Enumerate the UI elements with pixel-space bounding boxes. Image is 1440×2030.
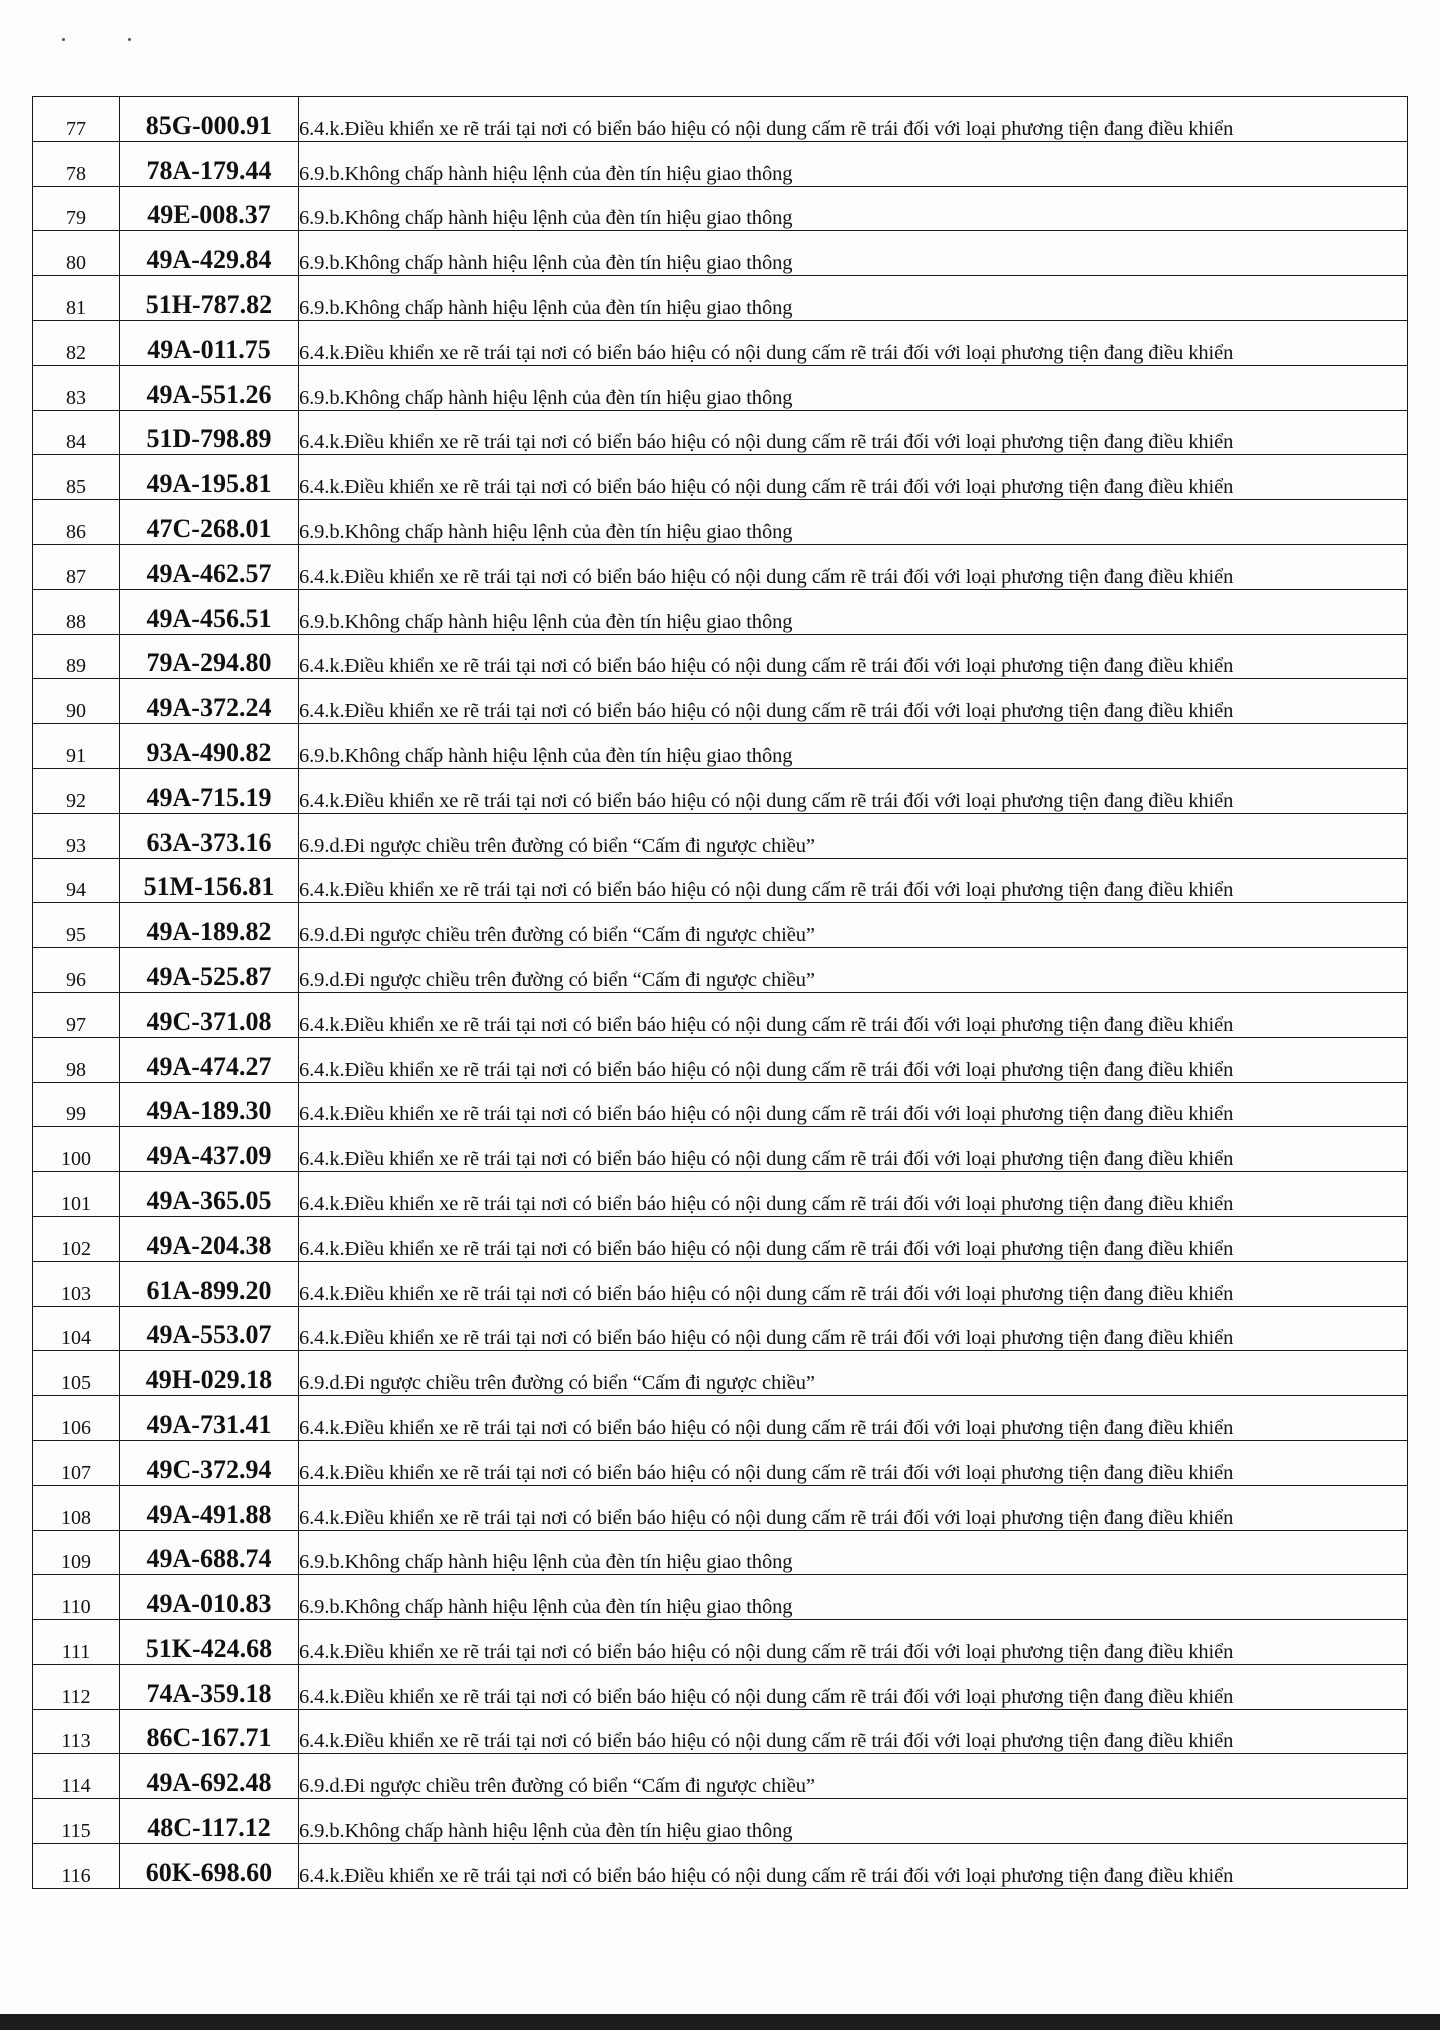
violation-description-cell: 6.4.k.Điều khiển xe rẽ trái tại nơi có biển báo hiệu có nội dung cấm rẽ trái đối với loại phương tiện đang điều khiển <box>299 1306 1408 1351</box>
license-plate-cell: 49A-010.83 <box>120 1575 299 1620</box>
table-row <box>33 1172 1408 1217</box>
table-row <box>33 679 1408 724</box>
violation-description-cell: 6.4.k.Điều khiển xe rẽ trái tại nơi có biển báo hiệu có nội dung cấm rẽ trái đối với loại phương tiện đang điều khiển <box>299 992 1408 1037</box>
violation-description-cell: 6.4.k.Điều khiển xe rẽ trái tại nơi có biển báo hiệu có nội dung cấm rẽ trái đối với loại phương tiện đang điều khiển <box>299 544 1408 589</box>
row-number-cell: 103 <box>33 1261 120 1306</box>
table-row <box>33 1127 1408 1172</box>
row-number-cell: 78 <box>33 141 120 186</box>
license-plate-cell: 49E-008.37 <box>120 186 299 231</box>
violation-description-cell: 6.9.b.Không chấp hành hiệu lệnh của đèn tín hiệu giao thông <box>299 589 1408 634</box>
violation-description-cell: 6.9.d.Đi ngược chiều trên đường có biển “Cấm đi ngược chiều” <box>299 903 1408 948</box>
violation-description-cell: 6.4.k.Điều khiển xe rẽ trái tại nơi có biển báo hiệu có nội dung cấm rẽ trái đối với loại phương tiện đang điều khiển <box>299 1082 1408 1127</box>
violation-description-cell: 6.4.k.Điều khiển xe rẽ trái tại nơi có biển báo hiệu có nội dung cấm rẽ trái đối với loại phương tiện đang điều khiển <box>299 320 1408 365</box>
violation-description-cell: 6.9.b.Không chấp hành hiệu lệnh của đèn tín hiệu giao thông <box>299 1575 1408 1620</box>
violation-description-cell: 6.4.k.Điều khiển xe rẽ trái tại nơi có biển báo hiệu có nội dung cấm rẽ trái đối với loại phương tiện đang điều khiển <box>299 858 1408 903</box>
row-number-cell: 89 <box>33 634 120 679</box>
table-row <box>33 186 1408 231</box>
license-plate-cell: 60K-698.60 <box>120 1844 299 1889</box>
table-row <box>33 813 1408 858</box>
table-row <box>33 1306 1408 1351</box>
violation-description-cell: 6.9.b.Không chấp hành hiệu lệnh của đèn tín hiệu giao thông <box>299 724 1408 769</box>
row-number-cell: 82 <box>33 320 120 365</box>
row-number-cell: 85 <box>33 455 120 500</box>
row-number-cell: 96 <box>33 948 120 993</box>
violation-description-cell: 6.4.k.Điều khiển xe rẽ trái tại nơi có biển báo hiệu có nội dung cấm rẽ trái đối với loại phương tiện đang điều khiển <box>299 768 1408 813</box>
violation-description-cell: 6.9.d.Đi ngược chiều trên đường có biển “Cấm đi ngược chiều” <box>299 813 1408 858</box>
license-plate-cell: 49A-011.75 <box>120 320 299 365</box>
license-plate-cell: 61A-899.20 <box>120 1261 299 1306</box>
row-number-cell: 93 <box>33 813 120 858</box>
license-plate-cell: 49A-715.19 <box>120 768 299 813</box>
license-plate-cell: 49A-551.26 <box>120 365 299 410</box>
license-plate-cell: 49A-204.38 <box>120 1216 299 1261</box>
license-plate-cell: 74A-359.18 <box>120 1664 299 1709</box>
table-row <box>33 634 1408 679</box>
violation-description-cell: 6.4.k.Điều khiển xe rẽ trái tại nơi có biển báo hiệu có nội dung cấm rẽ trái đối với loại phương tiện đang điều khiển <box>299 97 1408 142</box>
violation-description-cell: 6.4.k.Điều khiển xe rẽ trái tại nơi có biển báo hiệu có nội dung cấm rẽ trái đối với loại phương tiện đang điều khiển <box>299 1664 1408 1709</box>
table-row <box>33 1261 1408 1306</box>
table-row <box>33 1037 1408 1082</box>
violation-description-cell: 6.9.b.Không chấp hành hiệu lệnh của đèn tín hiệu giao thông <box>299 231 1408 276</box>
row-number-cell: 79 <box>33 186 120 231</box>
row-number-cell: 77 <box>33 97 120 142</box>
license-plate-cell: 86C-167.71 <box>120 1709 299 1754</box>
violation-description-cell: 6.4.k.Điều khiển xe rẽ trái tại nơi có biển báo hiệu có nội dung cấm rẽ trái đối với loại phương tiện đang điều khiển <box>299 679 1408 724</box>
table-row <box>33 410 1408 455</box>
violation-description-cell: 6.4.k.Điều khiển xe rẽ trái tại nơi có biển báo hiệu có nội dung cấm rẽ trái đối với loại phương tiện đang điều khiển <box>299 1396 1408 1441</box>
violation-description-cell: 6.4.k.Điều khiển xe rẽ trái tại nơi có biển báo hiệu có nội dung cấm rẽ trái đối với loại phương tiện đang điều khiển <box>299 1709 1408 1754</box>
violation-description-cell: 6.9.b.Không chấp hành hiệu lệnh của đèn tín hiệu giao thông <box>299 186 1408 231</box>
license-plate-cell: 49A-688.74 <box>120 1530 299 1575</box>
violation-description-cell: 6.9.b.Không chấp hành hiệu lệnh của đèn tín hiệu giao thông <box>299 141 1408 186</box>
license-plate-cell: 49A-692.48 <box>120 1754 299 1799</box>
row-number-cell: 111 <box>33 1620 120 1665</box>
table-row <box>33 1620 1408 1665</box>
row-number-cell: 112 <box>33 1664 120 1709</box>
license-plate-cell: 49A-372.24 <box>120 679 299 724</box>
license-plate-cell: 49A-189.30 <box>120 1082 299 1127</box>
violations-table-body <box>33 97 1408 1889</box>
row-number-cell: 105 <box>33 1351 120 1396</box>
row-number-cell: 98 <box>33 1037 120 1082</box>
scan-bottom-edge <box>0 2014 1440 2030</box>
table-row <box>33 1754 1408 1799</box>
license-plate-cell: 49H-029.18 <box>120 1351 299 1396</box>
table-row <box>33 948 1408 993</box>
violation-description-cell: 6.4.k.Điều khiển xe rẽ trái tại nơi có biển báo hiệu có nội dung cấm rẽ trái đối với loại phương tiện đang điều khiển <box>299 1485 1408 1530</box>
table-row <box>33 1664 1408 1709</box>
row-number-cell: 116 <box>33 1844 120 1889</box>
row-number-cell: 80 <box>33 231 120 276</box>
license-plate-cell: 51M-156.81 <box>120 858 299 903</box>
license-plate-cell: 49A-474.27 <box>120 1037 299 1082</box>
license-plate-cell: 47C-268.01 <box>120 500 299 545</box>
row-number-cell: 110 <box>33 1575 120 1620</box>
table-row <box>33 858 1408 903</box>
table-row <box>33 1709 1408 1754</box>
row-number-cell: 100 <box>33 1127 120 1172</box>
violation-description-cell: 6.9.d.Đi ngược chiều trên đường có biển “Cấm đi ngược chiều” <box>299 1351 1408 1396</box>
table-row <box>33 1216 1408 1261</box>
violation-description-cell: 6.4.k.Điều khiển xe rẽ trái tại nơi có biển báo hiệu có nội dung cấm rẽ trái đối với loại phương tiện đang điều khiển <box>299 1440 1408 1485</box>
table-row <box>33 276 1408 321</box>
row-number-cell: 99 <box>33 1082 120 1127</box>
table-row <box>33 365 1408 410</box>
license-plate-cell: 49A-553.07 <box>120 1306 299 1351</box>
row-number-cell: 83 <box>33 365 120 410</box>
license-plate-cell: 49A-731.41 <box>120 1396 299 1441</box>
license-plate-cell: 49A-365.05 <box>120 1172 299 1217</box>
row-number-cell: 108 <box>33 1485 120 1530</box>
table-row <box>33 544 1408 589</box>
license-plate-cell: 85G-000.91 <box>120 97 299 142</box>
license-plate-cell: 49A-195.81 <box>120 455 299 500</box>
violation-description-cell: 6.4.k.Điều khiển xe rẽ trái tại nơi có biển báo hiệu có nội dung cấm rẽ trái đối với loại phương tiện đang điều khiển <box>299 1127 1408 1172</box>
table-row <box>33 1799 1408 1844</box>
row-number-cell: 106 <box>33 1396 120 1441</box>
license-plate-cell: 51K-424.68 <box>120 1620 299 1665</box>
violation-description-cell: 6.9.b.Không chấp hành hiệu lệnh của đèn tín hiệu giao thông <box>299 1530 1408 1575</box>
table-row <box>33 589 1408 634</box>
table-row <box>33 1844 1408 1889</box>
row-number-cell: 88 <box>33 589 120 634</box>
table-row <box>33 1351 1408 1396</box>
row-number-cell: 101 <box>33 1172 120 1217</box>
table-row <box>33 1082 1408 1127</box>
violation-description-cell: 6.4.k.Điều khiển xe rẽ trái tại nơi có biển báo hiệu có nội dung cấm rẽ trái đối với loại phương tiện đang điều khiển <box>299 455 1408 500</box>
license-plate-cell: 49A-525.87 <box>120 948 299 993</box>
row-number-cell: 91 <box>33 724 120 769</box>
scan-speck <box>62 38 65 41</box>
violation-description-cell: 6.9.b.Không chấp hành hiệu lệnh của đèn tín hiệu giao thông <box>299 276 1408 321</box>
row-number-cell: 97 <box>33 992 120 1037</box>
license-plate-cell: 78A-179.44 <box>120 141 299 186</box>
table-row <box>33 1396 1408 1441</box>
row-number-cell: 81 <box>33 276 120 321</box>
table-row <box>33 320 1408 365</box>
table-row <box>33 1530 1408 1575</box>
row-number-cell: 87 <box>33 544 120 589</box>
license-plate-cell: 63A-373.16 <box>120 813 299 858</box>
table-row <box>33 1485 1408 1530</box>
license-plate-cell: 79A-294.80 <box>120 634 299 679</box>
license-plate-cell: 49A-456.51 <box>120 589 299 634</box>
table-row <box>33 903 1408 948</box>
violation-description-cell: 6.4.k.Điều khiển xe rẽ trái tại nơi có biển báo hiệu có nội dung cấm rẽ trái đối với loại phương tiện đang điều khiển <box>299 1620 1408 1665</box>
license-plate-cell: 49A-437.09 <box>120 1127 299 1172</box>
row-number-cell: 86 <box>33 500 120 545</box>
violation-description-cell: 6.9.d.Đi ngược chiều trên đường có biển “Cấm đi ngược chiều” <box>299 1754 1408 1799</box>
table-row <box>33 724 1408 769</box>
table-row <box>33 1575 1408 1620</box>
table-row <box>33 1440 1408 1485</box>
license-plate-cell: 49A-462.57 <box>120 544 299 589</box>
row-number-cell: 113 <box>33 1709 120 1754</box>
row-number-cell: 115 <box>33 1799 120 1844</box>
violation-description-cell: 6.9.d.Đi ngược chiều trên đường có biển “Cấm đi ngược chiều” <box>299 948 1408 993</box>
table-row <box>33 455 1408 500</box>
table-row <box>33 97 1408 142</box>
row-number-cell: 95 <box>33 903 120 948</box>
row-number-cell: 107 <box>33 1440 120 1485</box>
license-plate-cell: 51H-787.82 <box>120 276 299 321</box>
row-number-cell: 114 <box>33 1754 120 1799</box>
license-plate-cell: 49A-491.88 <box>120 1485 299 1530</box>
license-plate-cell: 49C-371.08 <box>120 992 299 1037</box>
table-row <box>33 768 1408 813</box>
violation-description-cell: 6.4.k.Điều khiển xe rẽ trái tại nơi có biển báo hiệu có nội dung cấm rẽ trái đối với loại phương tiện đang điều khiển <box>299 1216 1408 1261</box>
table-row <box>33 500 1408 545</box>
license-plate-cell: 49A-429.84 <box>120 231 299 276</box>
row-number-cell: 94 <box>33 858 120 903</box>
row-number-cell: 104 <box>33 1306 120 1351</box>
violation-description-cell: 6.4.k.Điều khiển xe rẽ trái tại nơi có biển báo hiệu có nội dung cấm rẽ trái đối với loại phương tiện đang điều khiển <box>299 1037 1408 1082</box>
violation-description-cell: 6.9.b.Không chấp hành hiệu lệnh của đèn tín hiệu giao thông <box>299 500 1408 545</box>
row-number-cell: 109 <box>33 1530 120 1575</box>
violations-table <box>32 96 1408 1889</box>
table-row <box>33 141 1408 186</box>
license-plate-cell: 51D-798.89 <box>120 410 299 455</box>
license-plate-cell: 49C-372.94 <box>120 1440 299 1485</box>
license-plate-cell: 93A-490.82 <box>120 724 299 769</box>
violation-description-cell: 6.4.k.Điều khiển xe rẽ trái tại nơi có biển báo hiệu có nội dung cấm rẽ trái đối với loại phương tiện đang điều khiển <box>299 1261 1408 1306</box>
table-row <box>33 231 1408 276</box>
violation-description-cell: 6.9.b.Không chấp hành hiệu lệnh của đèn tín hiệu giao thông <box>299 365 1408 410</box>
violation-description-cell: 6.4.k.Điều khiển xe rẽ trái tại nơi có biển báo hiệu có nội dung cấm rẽ trái đối với loại phương tiện đang điều khiển <box>299 1172 1408 1217</box>
license-plate-cell: 48C-117.12 <box>120 1799 299 1844</box>
row-number-cell: 90 <box>33 679 120 724</box>
row-number-cell: 84 <box>33 410 120 455</box>
row-number-cell: 102 <box>33 1216 120 1261</box>
row-number-cell: 92 <box>33 768 120 813</box>
scan-speck <box>128 38 131 41</box>
violation-description-cell: 6.4.k.Điều khiển xe rẽ trái tại nơi có biển báo hiệu có nội dung cấm rẽ trái đối với loại phương tiện đang điều khiển <box>299 410 1408 455</box>
table-row <box>33 992 1408 1037</box>
violation-description-cell: 6.4.k.Điều khiển xe rẽ trái tại nơi có biển báo hiệu có nội dung cấm rẽ trái đối với loại phương tiện đang điều khiển <box>299 1844 1408 1889</box>
violation-description-cell: 6.9.b.Không chấp hành hiệu lệnh của đèn tín hiệu giao thông <box>299 1799 1408 1844</box>
violation-description-cell: 6.4.k.Điều khiển xe rẽ trái tại nơi có biển báo hiệu có nội dung cấm rẽ trái đối với loại phương tiện đang điều khiển <box>299 634 1408 679</box>
license-plate-cell: 49A-189.82 <box>120 903 299 948</box>
